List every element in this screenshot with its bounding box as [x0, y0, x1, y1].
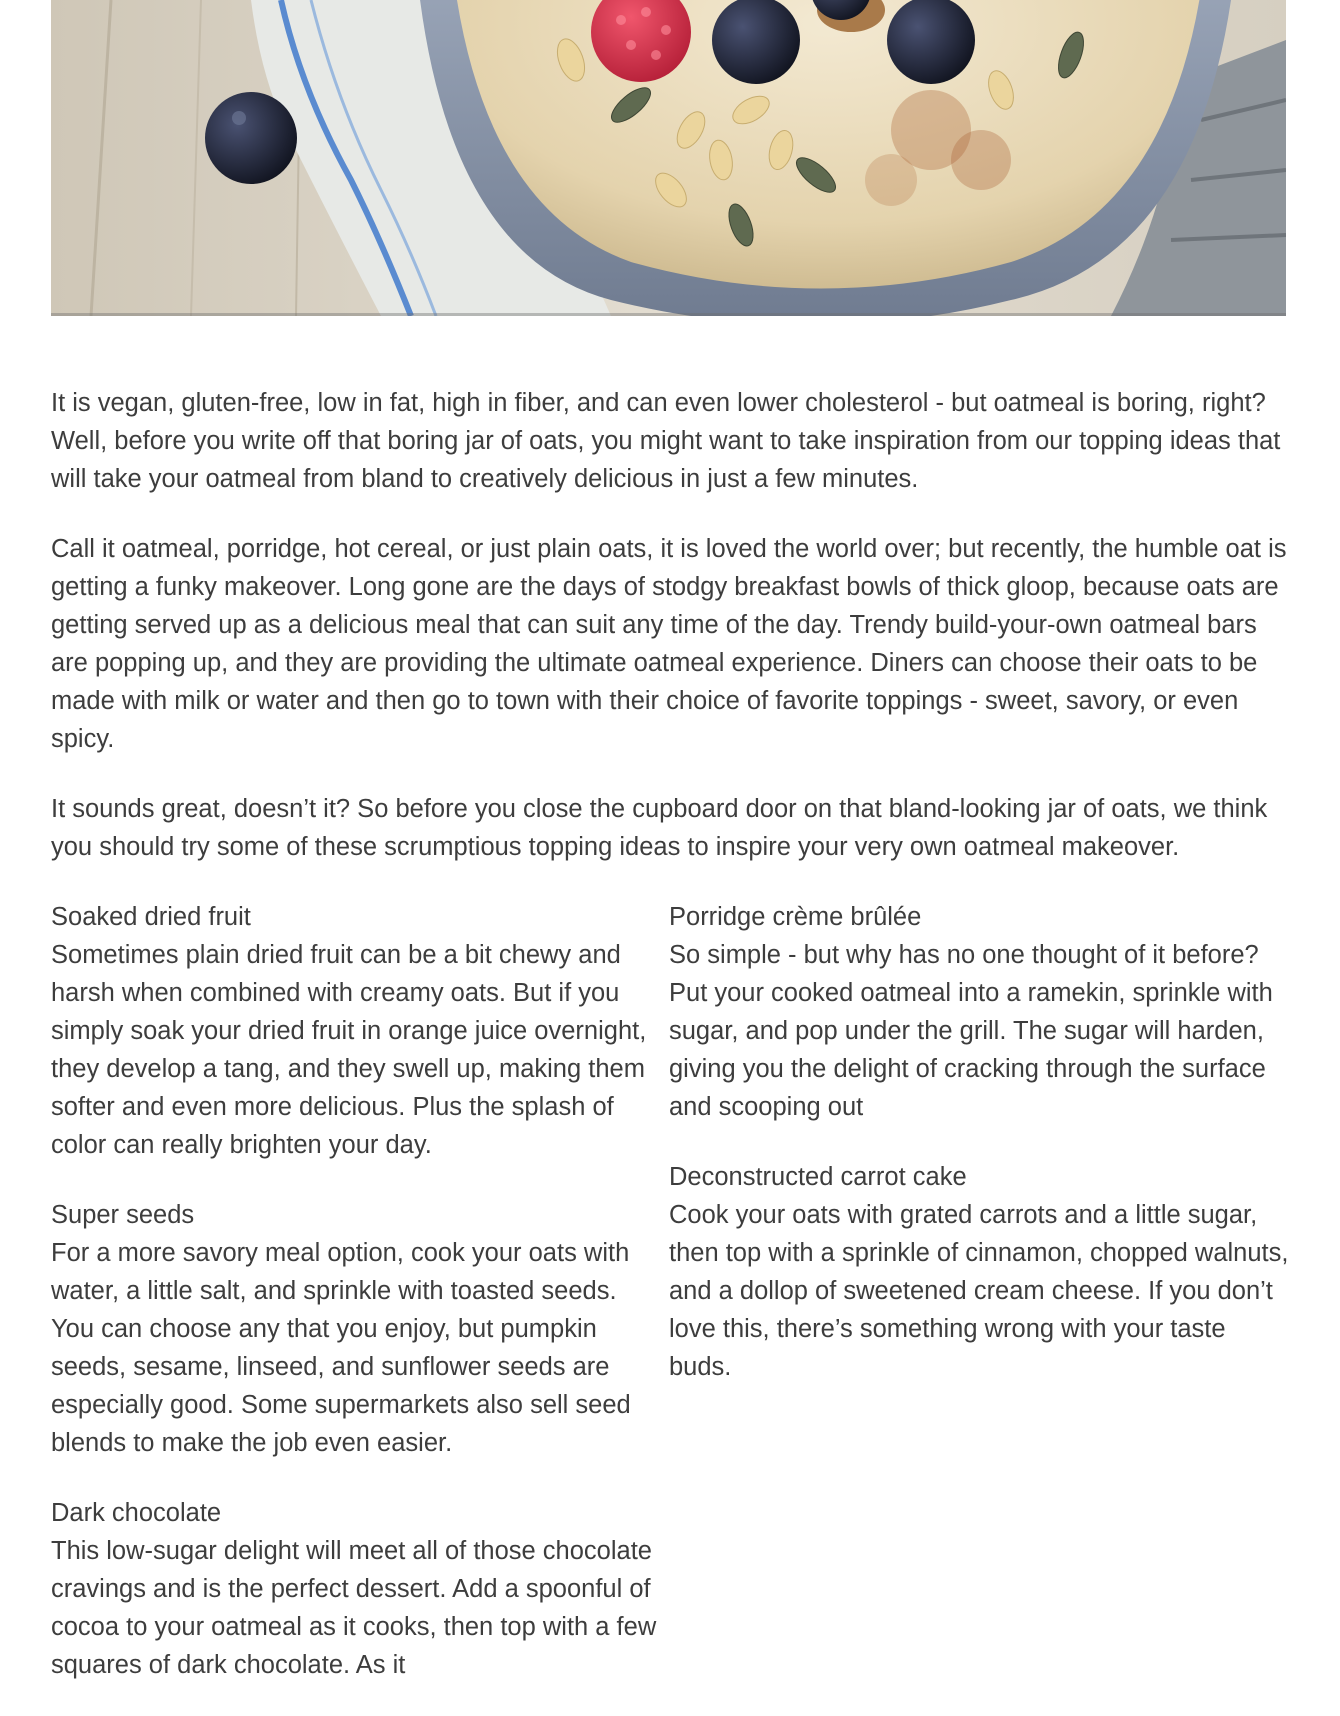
intro-paragraph-2: Call it oatmeal, porridge, hot cereal, or just plain oats, it is loved the world over; but recently, the humble oat is getting a funky makeover. Long gone are the days of stodgy breakfast bowls of thick gloop, because oats are getting served up as a delicious meal that can suit any time of the day. Trendy build-your-own oatmeal bars are popping up, and they are providing the ultimate oatmeal experience. Diners can choose their oats to be made with milk or water and then go to town with their choice of favorite toppings - sweet, savory, or even spicy.: [51, 535, 1287, 753]
oatmeal-bowl-photo: [51, 0, 1286, 316]
topping-item: [51, 898, 663, 1164]
topping-title: Super seeds: [51, 1201, 195, 1229]
topping-item: [51, 1196, 663, 1462]
topping-description: So simple - but why has no one thought of it before? Put your cooked oatmeal into a ramekin, sprinkle with sugar, and pop under the grill. The sugar will harden, giving you the delight of cracking through the surface and scooping out: [669, 941, 1273, 1121]
topping-item: [669, 1158, 1291, 1386]
topping-description: For a more savory meal option, cook your oats with water, a little salt, and sprinkle with toasted seeds. You can choose any that you enjoy, but pumpkin seeds, sesame, linseed, and sunflower seeds are especially good. Some supermarkets also sell seed blends to make the job even easier.: [51, 1239, 631, 1457]
topping-column-left: [51, 898, 663, 1716]
topping-description: This low-sugar delight will meet all of those chocolate cravings and is the perfect dessert. Add a spoonful of cocoa to your oatmeal as it cooks, then top with a few squares of dark chocolate. As it: [51, 1537, 657, 1679]
topping-title: Soaked dried fruit: [51, 903, 251, 931]
intro-paragraph-1: It is vegan, gluten-free, low in fat, high in fiber, and can even lower cholesterol - but oatmeal is boring, right? Well, before you write off that boring jar of oats, you might want to take inspiration from our topping ideas that will take your oatmeal from bland to creatively delicious in just a few minutes.: [51, 389, 1281, 493]
topping-description: Cook your oats with grated carrots and a little sugar, then top with a sprinkle of cinnamon, chopped walnuts, and a dollop of sweetened cream cheese. If you don’t love this, there’s something wrong with your taste buds.: [669, 1201, 1289, 1381]
oatmeal-bowl-illustration: [51, 0, 1286, 316]
topping-ideas-columns: [51, 898, 1291, 1716]
intro-paragraph-3: It sounds great, doesn’t it? So before you close the cupboard door on that bland-looking jar of oats, we think you should try some of these scrumptious topping ideas to inspire your very own oatmeal makeover.: [51, 795, 1268, 861]
topping-column-right: [669, 898, 1291, 1716]
topping-item: [669, 898, 1291, 1126]
article-body: [51, 384, 1291, 1716]
topping-description: Sometimes plain dried fruit can be a bit chewy and harsh when combined with creamy oats. But if you simply soak your dried fruit in orange juice overnight, they develop a tang, and they swell up, making them softer and even more delicious. Plus the splash of color can really brighten your day.: [51, 941, 647, 1159]
topping-item: [51, 1494, 663, 1684]
topping-title: Porridge crème brûlée: [669, 903, 922, 931]
topping-title: Dark chocolate: [51, 1499, 222, 1527]
topping-title: Deconstructed carrot cake: [669, 1163, 967, 1191]
